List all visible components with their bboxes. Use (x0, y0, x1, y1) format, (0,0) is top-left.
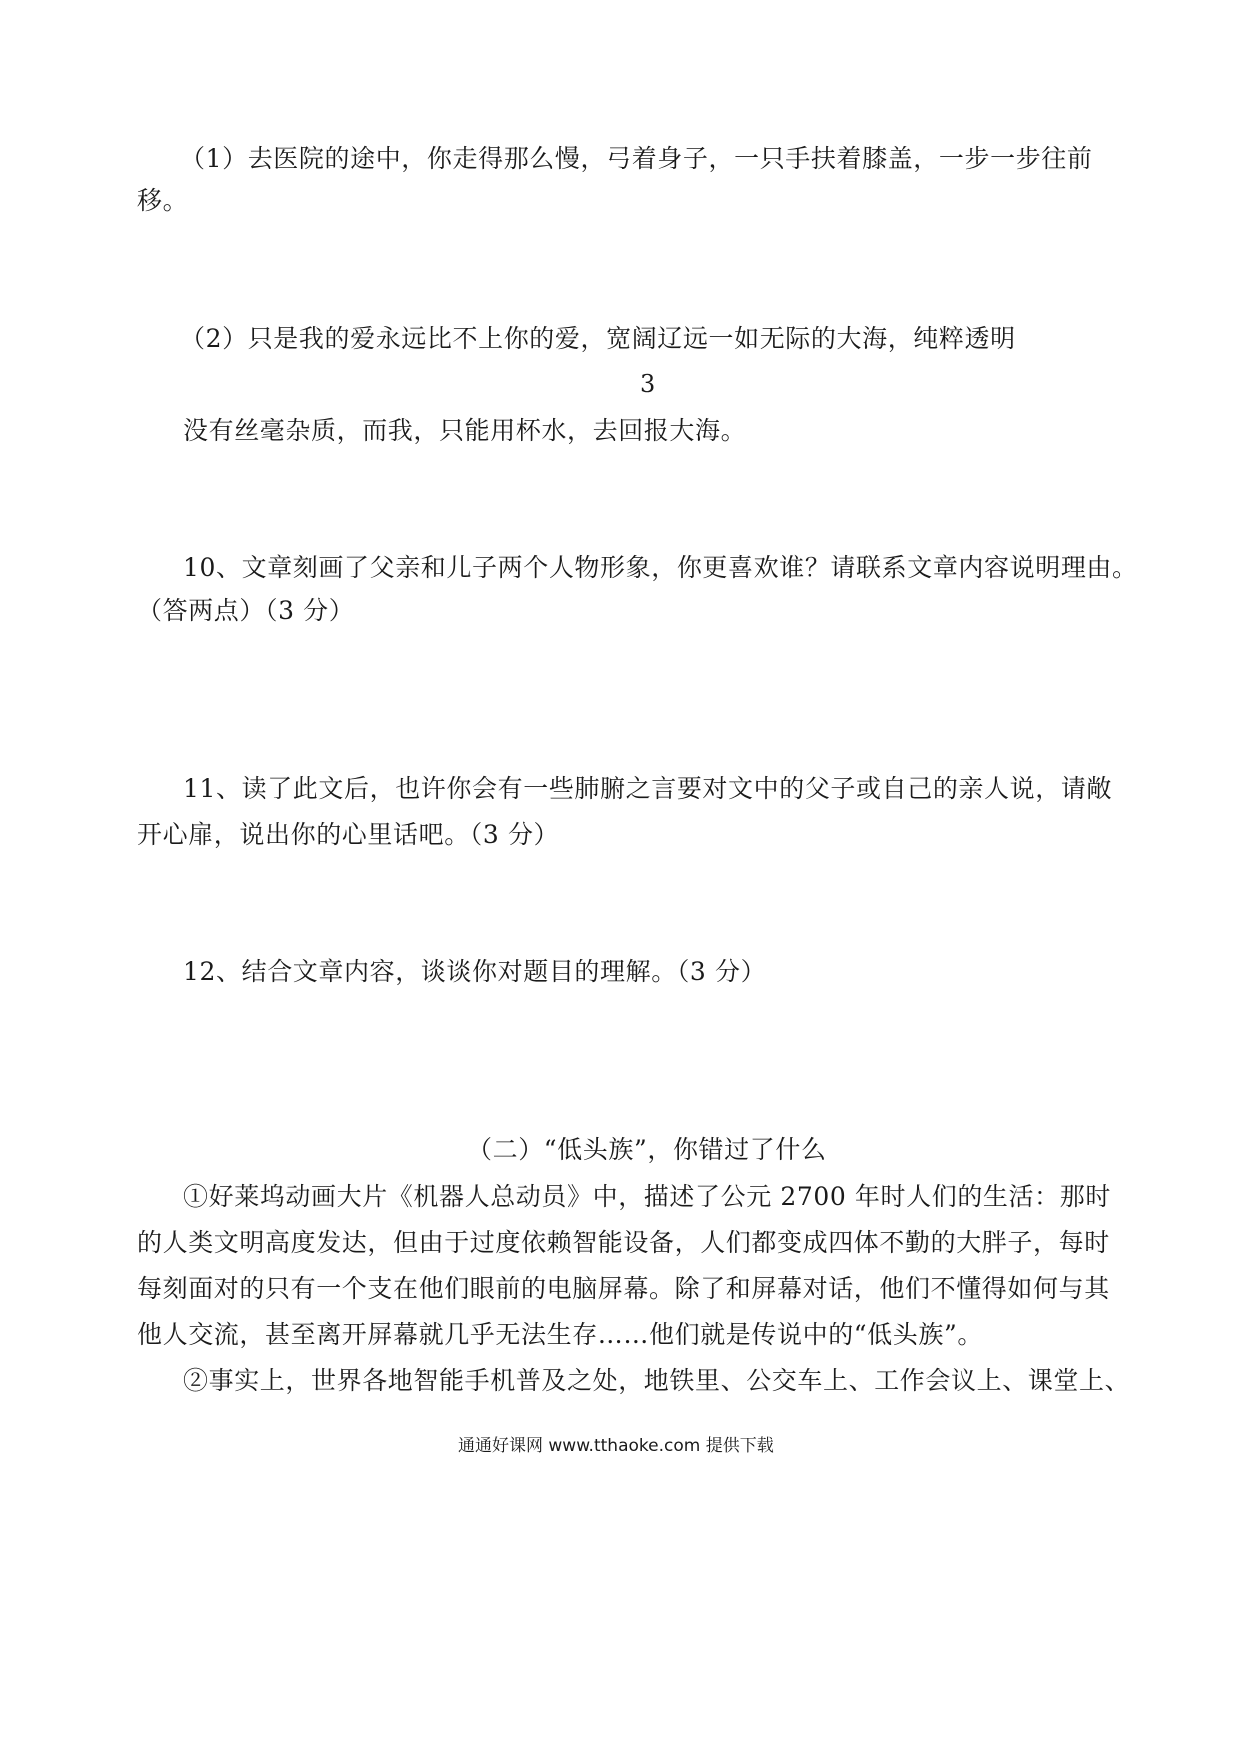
q9-2-line-1: （2）只是我的爱永远比不上你的爱，宽阔辽远一如无际的大海，纯粹透明 (180, 324, 1016, 353)
page-number: 3 (640, 370, 656, 398)
footer-download-note: 通通好课网 www.tthaoke.com 提供下载 (458, 1436, 774, 1456)
q9-1-line-2: 移。 (137, 186, 189, 215)
q9-1-line-1: （1）去医院的途中，你走得那么慢，弓着身子，一只手扶着膝盖，一步一步往前 (180, 144, 1093, 173)
q11-line-2: 开心扉，说出你的心里话吧。（3 分） (137, 820, 560, 849)
q10-line-1: 10、文章刻画了父亲和儿子两个人物形象，你更喜欢谁？请联系文章内容说明理由。 (183, 553, 1138, 582)
q12-line-1: 12、结合文章内容，谈谈你对题目的理解。（3 分） (183, 957, 767, 986)
q9-2-line-2: 没有丝毫杂质，而我，只能用杯水，去回报大海。 (183, 416, 747, 445)
section-2-paragraph-1-line-2: 的人类文明高度发达，但由于过度依赖智能设备，人们都变成四体不勤的大胖子，每时 (137, 1228, 1110, 1257)
section-2-paragraph-1-line-4: 他人交流，甚至离开屏幕就几乎无法生存……他们就是传说中的“低头族”。 (137, 1320, 983, 1349)
section-2-paragraph-2-line-1: ②事实上，世界各地智能手机普及之处，地铁里、公交车上、工作会议上、课堂上、 (183, 1366, 1131, 1395)
q10-line-2: （答两点）（3 分） (137, 596, 355, 625)
section-2-paragraph-1-line-3: 每刻面对的只有一个支在他们眼前的电脑屏幕。除了和屏幕对话，他们不懂得如何与其 (137, 1274, 1110, 1303)
section-2-paragraph-1-line-1: ①好莱坞动画大片《机器人总动员》中，描述了公元 2700 年时人们的生活：那时 (183, 1182, 1111, 1211)
q11-line-1: 11、读了此文后，也许你会有一些肺腑之言要对文中的父子或自己的亲人说，请敞 (183, 774, 1113, 803)
section-2-title: （二）“低头族”，你错过了什么 (467, 1135, 827, 1164)
